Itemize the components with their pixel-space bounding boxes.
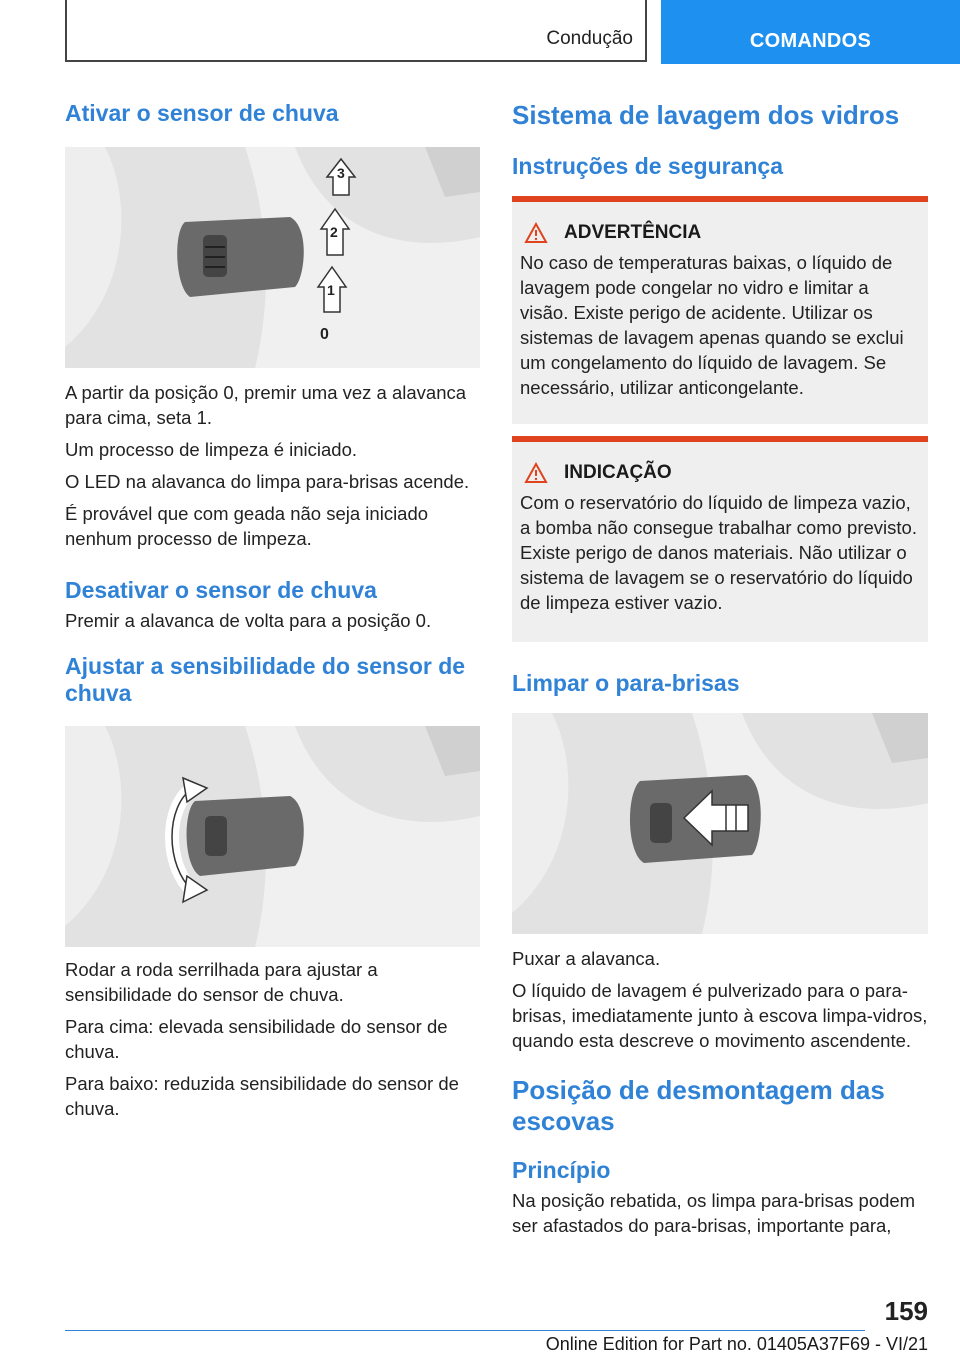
warning-triangle-icon	[524, 462, 548, 484]
notice-box	[512, 436, 928, 642]
heading-adjust-sensitivity: Ajustar a sensibilidade do sensor de chuva	[65, 653, 466, 706]
figure-lever-positions	[65, 147, 480, 368]
heading-activate-rain-sensor: Ativar o sensor de chuva	[65, 100, 339, 126]
fig1-label-2: 2	[330, 224, 338, 240]
heading-washer-system: Sistema de lavagem dos vidros	[512, 100, 900, 130]
right-column	[512, 100, 928, 1238]
warning-title: ADVERTÊNCIA	[564, 222, 702, 243]
notice-title: INDICAÇÃO	[564, 462, 672, 483]
paragraph: Puxar a alavanca.	[512, 948, 661, 969]
footer-divider	[65, 1330, 865, 1331]
paragraph: Um processo de limpeza é iniciado.	[65, 439, 358, 460]
fig1-label-3: 3	[337, 165, 345, 181]
paragraph: O líquido de lavagem é pulverizado para o para-brisas, imediatamente junto à escova limpa-vidros, quando esta descreve o movimento ascendente.	[512, 980, 928, 1051]
heading-brush-removal-position: Posição de desmontagem das escovas	[512, 1075, 885, 1136]
paragraph: O LED na alavanca do limpa para-brisas acende.	[65, 471, 470, 492]
page-number: 159	[884, 1296, 928, 1326]
figure-knurled-wheel	[65, 726, 480, 947]
left-column	[65, 100, 480, 1121]
warning-triangle-icon	[524, 222, 548, 244]
header-section-box	[65, 0, 647, 62]
fig1-label-1: 1	[327, 282, 335, 298]
paragraph: A partir da posição 0, premir uma vez a alavanca para cima, seta 1.	[65, 382, 467, 428]
fig1-label-0: 0	[320, 326, 329, 343]
heading-deactivate-rain-sensor: Desativar o sensor de chuva	[65, 577, 377, 603]
warning-text: No caso de temperaturas baixas, o líquido de lavagem pode congelar no vidro e limitar a visão. Existe perigo de acidente. Utilizar os sistemas de lavagem apenas quando se exclui um congelamento do líquido de lavagem. Se necessário, utilizar anticongelante.	[520, 252, 904, 398]
header-chapter-tab	[661, 0, 960, 64]
figure-pull-lever	[512, 713, 928, 934]
notice-text: Com o reservatório do líquido de limpeza vazio, a bomba não consegue trabalhar como previsto. Existe perigo de danos materiais. Não utilizar o sistema de lavagem se o reservatório do líquido de limpeza estiver vazio.	[520, 492, 917, 613]
paragraph: Na posição rebatida, os limpa para-brisas podem ser afastados do para-brisas, importante para,	[512, 1190, 916, 1236]
paragraph: Para cima: elevada sensibilidade do sensor de chuva.	[65, 1016, 448, 1062]
warning-box	[512, 196, 928, 424]
heading-principle: Princípio	[512, 1157, 611, 1183]
heading-safety-instructions: Instruções de segurança	[512, 153, 783, 179]
heading-clean-windscreen: Limpar o para-brisas	[512, 670, 740, 696]
paragraph: Para baixo: reduzida sensibilidade do sensor de chuva.	[65, 1073, 459, 1119]
header-section-label: Condução	[546, 28, 633, 49]
paragraph: Premir a alavanca de volta para a posição 0.	[65, 610, 432, 631]
header-chapter-label: COMANDOS	[749, 30, 872, 52]
paragraph: É provável que com geada não seja iniciado nenhum processo de limpeza.	[65, 503, 429, 549]
footer-edition: Online Edition for Part no. 01405A37F69 - VI/21	[545, 1334, 928, 1354]
paragraph: Rodar a roda serrilhada para ajustar a sensibilidade do sensor de chuva.	[65, 959, 378, 1005]
